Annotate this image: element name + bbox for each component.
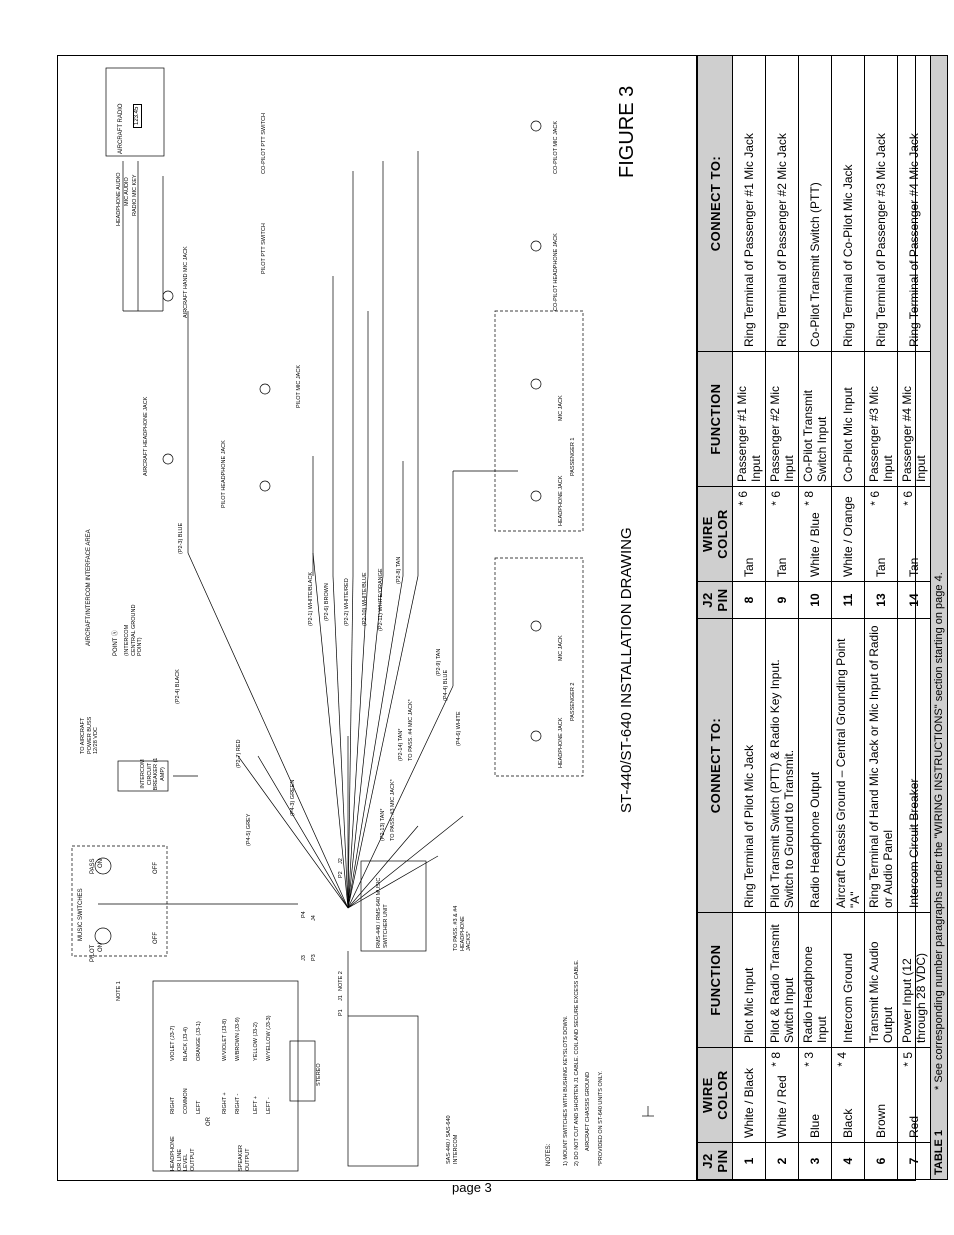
- connect-cell: Ring Terminal of Passenger #4 Mic Jack: [898, 56, 931, 352]
- audio-wire-6: W/YELLOW (J3-3): [266, 1015, 272, 1061]
- note-line-2: AIRCRAFT CHASSIS GROUND: [585, 1071, 591, 1151]
- wiring-table: [697, 56, 945, 1180]
- header-pin-right: J2 PIN: [698, 582, 733, 619]
- point-a-desc: (INTERCOM CENTRAL GROUND POINT): [124, 604, 143, 656]
- header-connect-right: CONNECT TO:: [698, 56, 733, 352]
- breaker-label: INTERCOM CIRCUIT BREAKER (1 AMP): [140, 757, 166, 791]
- table-row: [832, 56, 865, 1180]
- color-cell: Tan * 6: [865, 487, 898, 582]
- function-cell: Radio Headphone Input: [799, 913, 832, 1048]
- mic-jack-p2: MIC JACK: [558, 635, 564, 661]
- speaker-output-label: SPEAKER OUTPUT: [238, 1145, 251, 1171]
- table-footnote: * See corresponding number paragraphs under the "WIRING INSTRUCTIONS" section starting on page 4.: [933, 572, 945, 1090]
- audio-side-5: LEFT +: [253, 1095, 259, 1114]
- radio-display: 123.45: [133, 104, 142, 128]
- wire-label-6: (P2-8) TAN: [396, 556, 402, 584]
- table-row: [733, 56, 766, 1180]
- audio-side-6: LEFT -: [266, 1097, 272, 1114]
- function-cell: Passenger #3 Mic Input: [865, 352, 898, 487]
- function-cell: Transmit Mic Audio Output: [865, 913, 898, 1048]
- copilot-headphone-label: CO-PILOT HEADPHONE JACK: [553, 233, 559, 311]
- page-number: page 3: [452, 1180, 492, 1195]
- header-connect-left: CONNECT TO:: [698, 619, 733, 913]
- note-line-1: 2) DO NOT CUT AND SHORTEN J1 CABLE. COIL AND SECURE EXCESS CABLE.: [574, 959, 580, 1166]
- interface-area-label: AIRCRAFT/INTERCOM INTERFACE AREA: [86, 529, 92, 646]
- or-label: OR: [206, 1117, 212, 1126]
- wire-label-0: (P2-3) BLUE: [178, 522, 184, 554]
- notes-title: NOTES:: [546, 1143, 552, 1166]
- point-a-label: POINT Ⓐ: [113, 630, 119, 656]
- pass-on-label: ON: [98, 859, 104, 868]
- wiring-lines: [58, 56, 688, 1180]
- connect-cell: Ring Terminal of Passenger #3 Mic Jack: [865, 56, 898, 352]
- header-function-left: FUNCTION: [698, 913, 733, 1048]
- wire-label-5: (P2-11) WHITE/ORANGE: [378, 568, 384, 631]
- connect-cell: Aircraft Chassis Ground – Central Grounding Point "A": [832, 619, 865, 913]
- wire-label-15: (P2-14) TAN*: [398, 728, 404, 761]
- header-color-right: WIRE COLOR: [698, 487, 733, 582]
- pin-cell: 10: [799, 582, 832, 619]
- passenger2-label: PASSENGER 2: [570, 682, 576, 721]
- audio-side-3: RIGHT +: [222, 1092, 228, 1114]
- wire-label-13: (P4-6) WHITE: [456, 711, 462, 746]
- table-row: [898, 56, 931, 1180]
- header-pin-left: J2 PIN: [698, 1143, 733, 1180]
- headphone-jack-p2: HEADPHONE JACK: [558, 717, 564, 768]
- pilot-switch-label: PILOT: [90, 944, 96, 962]
- function-cell: Pilot & Radio Transmit Switch Input: [766, 913, 799, 1048]
- music-switches-label: MUSIC SWITCHES: [78, 888, 84, 941]
- connect-cell: Radio Headphone Output: [799, 619, 832, 913]
- conn-j1: J1: [338, 995, 344, 1001]
- table-footer: [931, 56, 948, 1180]
- headphone-jack-p1: HEADPHONE JACK: [558, 475, 564, 526]
- wire-label-9: (P2-7) RED: [236, 739, 242, 768]
- color-cell: Tan * 6: [733, 487, 766, 582]
- function-cell: Pilot Mic Input: [733, 913, 766, 1048]
- conn-p3: P3: [311, 954, 317, 961]
- header-function-right: FUNCTION: [698, 352, 733, 487]
- pin-cell: 1: [733, 1143, 766, 1180]
- wire-label-7: (P2-9) TAN: [436, 648, 442, 676]
- pin-cell: 13: [865, 582, 898, 619]
- pin-cell: 11: [832, 582, 865, 619]
- color-cell: Tan * 6: [898, 487, 931, 582]
- wire-label-1: (P2-1) WHITE/BLACK: [308, 571, 314, 626]
- pin-cell: 4: [832, 1143, 865, 1180]
- color-cell: Black * 4: [832, 1048, 865, 1143]
- pilot-on-label: ON: [98, 943, 104, 952]
- mic-jack-p1: MIC JACK: [558, 395, 564, 421]
- pilot-off-label: OFF: [153, 932, 159, 944]
- audio-side-2: LEFT: [196, 1100, 202, 1114]
- color-cell: Blue * 3: [799, 1048, 832, 1143]
- color-cell: White / Black: [733, 1048, 766, 1143]
- radio-term-mic: MIC AUDIO: [124, 177, 130, 206]
- function-cell: Passenger #4 Mic Input: [898, 352, 931, 487]
- power-buss-label: TO AIRCRAFT POWER BUSS 12/28 VDC: [80, 716, 99, 754]
- drawing-title: ST-440/ST-640 INSTALLATION DRAWING: [618, 527, 635, 813]
- color-cell: Brown: [865, 1048, 898, 1143]
- audio-wire-2: ORANGE (J3-1): [196, 1021, 202, 1061]
- connect-cell: Ring Terminal of Co-Pilot Mic Jack: [832, 56, 865, 352]
- pin-cell: 6: [865, 1143, 898, 1180]
- function-cell: Power Input (12 through 28 VDC): [898, 913, 931, 1048]
- table-label: TABLE 1: [933, 1129, 945, 1175]
- wiring-diagram: [58, 56, 688, 1180]
- conn-p4: P4: [301, 911, 307, 918]
- color-cell: White / Red * 8: [766, 1048, 799, 1143]
- function-cell: Passenger #1 Mic Input: [733, 352, 766, 487]
- intercom-unit-label: SAS-440 / SAS-640 INTERCOM: [446, 1115, 459, 1164]
- conn-j4: J4: [311, 915, 317, 921]
- hand-mic-label: AIRCRAFT HAND MIC JACK: [183, 246, 189, 318]
- audio-side-1: COMMON: [183, 1088, 189, 1114]
- function-cell: Co-Pilot Mic Input: [832, 352, 865, 487]
- audio-side-0: RIGHT: [170, 1096, 176, 1114]
- audio-wire-1: BLACK (J3-4): [183, 1027, 189, 1061]
- radio-term-headphone: HEADPHONE AUDIO: [116, 172, 122, 226]
- pilot-mic-label: PILOT MIC JACK: [296, 365, 302, 408]
- audio-wire-0: VIOLET (J3-7): [170, 1025, 176, 1061]
- aircraft-radio-label: AIRCRAFT RADIO: [118, 103, 124, 154]
- connect-cell: Ring Terminal of Hand Mic Jack or Mic Input of Radio or Audio Panel: [865, 619, 898, 913]
- pin-cell: 2: [766, 1143, 799, 1180]
- wire-label-8: (P2-4) BLACK: [175, 669, 181, 704]
- connect-cell: Ring Terminal of Passenger #2 Mic Jack: [766, 56, 799, 352]
- header-color-left: WIRE COLOR: [698, 1048, 733, 1143]
- note-line-3: *PROVIDED ON ST-640 UNITS ONLY.: [598, 1071, 604, 1166]
- copilot-mic-label: CO-PILOT MIC JACK: [553, 120, 559, 174]
- wire-label-4: (P2-10) WHITE/BLUE: [362, 572, 368, 626]
- pin-cell: 14: [898, 582, 931, 619]
- conn-p2: P2: [338, 871, 344, 878]
- connect-cell: Co-Pilot Transmit Switch (PTT): [799, 56, 832, 352]
- pin-cell: 9: [766, 582, 799, 619]
- wire-label-11: (P4-3) GREEN: [290, 779, 296, 816]
- color-cell: Tan * 6: [766, 487, 799, 582]
- figure-label: FIGURE 3: [616, 85, 638, 178]
- function-cell: Intercom Ground: [832, 913, 865, 1048]
- note2-label: NOTE 2: [338, 971, 344, 991]
- connect-cell: Intercom Circuit Breaker: [898, 619, 931, 913]
- pin-cell: 3: [799, 1143, 832, 1180]
- conn-p1: P1: [338, 1009, 344, 1016]
- conn-j2: J2: [338, 858, 344, 864]
- connect-cell: Ring Terminal of Pilot Mic Jack: [733, 619, 766, 913]
- wiring-table-area: [696, 56, 945, 1180]
- to-pass4-label: TO PASS. #4 MIC JACK*: [408, 699, 414, 761]
- note-line-0: 1) MOUNT SWITCHES WITH BUSHING KEYSLOTS DOWN.: [563, 1015, 569, 1166]
- table-header-row: [698, 56, 733, 1180]
- passenger1-label: PASSENGER 1: [570, 437, 576, 476]
- wire-label-10: (P4-5) GREY: [246, 813, 252, 846]
- table-row: [766, 56, 799, 1180]
- pass-switch-label: PASS: [90, 858, 96, 874]
- pilot-ptt-label: PILOT PTT SWITCH: [261, 223, 267, 274]
- pilot-headphone-label: PILOT HEADPHONE JACK: [221, 440, 227, 508]
- table-footer-row: [931, 56, 948, 1180]
- audio-wire-3: W/VIOLET (J3-8): [222, 1018, 228, 1061]
- note1-label: NOTE 1: [116, 981, 122, 1001]
- table-row: [799, 56, 832, 1180]
- conn-j3: J3: [301, 955, 307, 961]
- headphone-output-label: HEADPHONE OR LINE LEVEL OUTPUT: [170, 1136, 196, 1171]
- pass-off-label: OFF: [153, 862, 159, 874]
- pin-cell: 7: [898, 1143, 931, 1180]
- audio-wire-5: YELLOW (J3-2): [253, 1022, 259, 1061]
- color-cell: White / Orange: [832, 487, 865, 582]
- copilot-ptt-label: CO-PILOT PTT SWITCH: [261, 113, 267, 174]
- wire-label-3: (P2-2) WHITE/RED: [344, 578, 350, 626]
- switcher-unit-label: RMS-440 / RMS-640 MUSIC SWITCHER UNIT: [376, 877, 389, 948]
- connect-cell: Ring Terminal of Passenger #1 Mic Jack: [733, 56, 766, 352]
- wire-label-12: (P4-4) BLUE: [443, 669, 449, 701]
- audio-wire-4: W/BROWN (J3-9): [235, 1017, 241, 1061]
- audio-side-4: RIGHT -: [235, 1093, 241, 1114]
- color-cell: White / Blue * 8: [799, 487, 832, 582]
- color-cell: Red * 5: [898, 1048, 931, 1143]
- to-pass3-label: TO PASS. #3 MIC JACK*: [390, 779, 396, 841]
- table-row: [865, 56, 898, 1180]
- stereo-label: STEREO: [316, 1063, 322, 1086]
- wire-label-2: (P2-6) BROWN: [324, 583, 330, 621]
- connect-cell: Pilot Transmit Switch (PTT) & Radio Key Input. Switch to Ground to Transmit.: [766, 619, 799, 913]
- figure-frame: [57, 55, 945, 1181]
- radio-term-key: RADIO MIC KEY: [132, 174, 138, 216]
- function-cell: Passenger #2 Mic Input: [766, 352, 799, 487]
- aircraft-headphone-label: AIRCRAFT HEADPHONE JACK: [143, 396, 149, 476]
- function-cell: Co-Pilot Transmit Switch Input: [799, 352, 832, 487]
- pin-cell: 8: [733, 582, 766, 619]
- wire-label-14: (P2-13) TAN*: [380, 808, 386, 841]
- to-pass-34-label: TO PASS. #3 & #4 HEADPHONE JACKS*: [453, 905, 472, 951]
